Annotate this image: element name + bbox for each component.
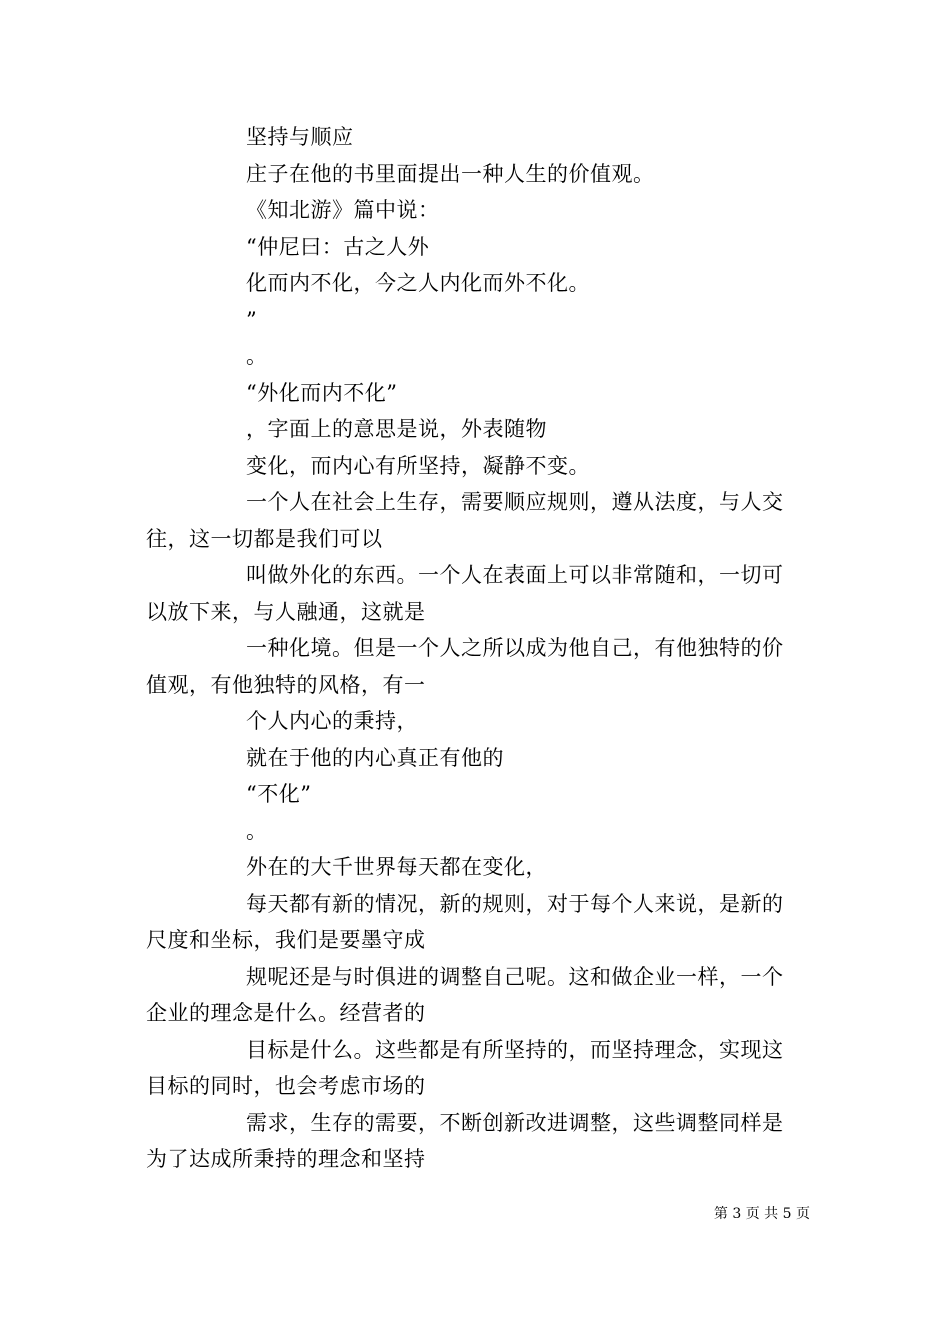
text-line: 叫做外化的东西。一个人在表面上可以非常随和，一切可 [246,563,784,587]
text-line: 一种化境。但是一个人之所以成为他自己，有他独特的价 [246,636,784,660]
text-line: 为了达成所秉持的理念和坚持 [146,1147,426,1171]
text-line: 就在于他的内心真正有他的 [246,745,504,770]
text-line: “不化” [246,782,312,806]
text-line: 《知北游》篇中说： [246,198,440,222]
text-line: 。 [246,344,268,368]
text-line: ，字面上的意思是说，外表随物 [246,417,547,441]
text-line: “外化而内不化” [246,380,398,405]
text-line: 值观，有他独特的风格，有一 [146,672,426,697]
text-line: 外在的大千世界每天都在变化， [246,855,547,879]
text-line: 每天都有新的情况，新的规则，对于每个人来说，是新的 [246,891,784,916]
text-line: 往，这一切都是我们可以 [146,526,383,551]
text-line: 以放下来，与人融通，这就是 [146,599,426,624]
text-line: 目标的同时，也会考虑市场的 [146,1074,426,1098]
text-line: ” [246,307,258,332]
text-line: “仲尼曰：古之人外 [246,234,430,259]
text-line: 目标是什么。这些都是有所坚持的，而坚持理念，实现这 [246,1037,784,1062]
text-line: 坚持与顺应 [246,125,354,149]
text-line: 规呢还是与时俱进的调整自己呢。这和做企业一样，一个 [246,964,784,989]
text-line: 。 [246,818,268,843]
text-line: 化而内不化，今之人内化而外不化。 [246,271,590,295]
body-text [146,119,810,1178]
page-number: 第 3 页 共 5 页 [713,1206,810,1222]
text-line: 企业的理念是什么。经营者的 [146,1001,426,1025]
text-line: 庄子在他的书里面提出一种人生的价值观。 [246,161,655,186]
text-line: 个人内心的秉持， [246,709,418,733]
text-line: 需求，生存的需要，不断创新改进调整，这些调整同样是 [246,1110,784,1135]
text-line: 变化，而内心有所坚持，凝静不变。 [246,453,590,478]
text-line: 一个人在社会上生存，需要顺应规则，遵从法度，与人交 [246,490,784,514]
text-line: 尺度和坐标，我们是要墨守成 [146,928,426,952]
